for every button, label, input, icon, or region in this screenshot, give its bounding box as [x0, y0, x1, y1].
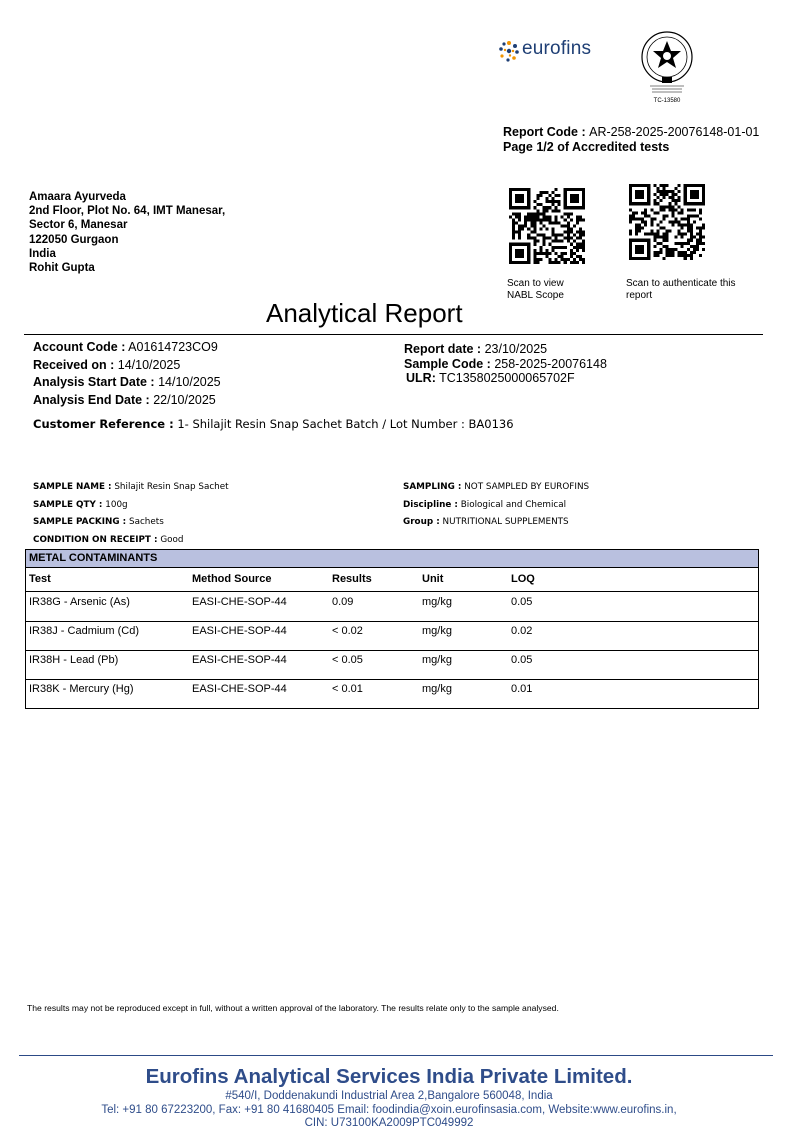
sample-value: Shilajit Resin Snap Sachet [114, 482, 229, 492]
table-cell: 0.05 [511, 596, 533, 608]
sample-row-condition [33, 532, 229, 550]
table-cell: 0.09 [332, 596, 354, 608]
disclaimer-text: The results may not be reproduced except in full, without a written approval of the laboratory. The results relate only to the sample analysed. [27, 1003, 559, 1013]
table-cell: IR38K - Mercury (Hg) [29, 683, 134, 695]
table-cell: mg/kg [422, 625, 452, 637]
customer-reference-value: 1- Shilajit Resin Snap Sachet Batch / Lot Number : BA0136 [177, 417, 514, 431]
info-row-ulr [404, 371, 607, 386]
sample-label: SAMPLING : [403, 482, 462, 492]
info-row-analysis-start [33, 374, 221, 392]
table-cell: IR38G - Arsenic (As) [29, 596, 130, 608]
report-info-right [404, 342, 607, 386]
caption-line: Scan to view [507, 278, 564, 289]
footer-company-name: Eurofins Analytical Services India Private Limited. [145, 1065, 633, 1088]
table-cell: mg/kg [422, 683, 452, 695]
sample-row-name [33, 479, 229, 497]
sample-label: Discipline : [403, 499, 458, 510]
table-cell: < 0.05 [332, 654, 363, 666]
customer-reference [33, 417, 514, 431]
sample-row-packing [33, 514, 229, 532]
caption-line: report [626, 290, 653, 301]
table-cell: IR38J - Cadmium (Cd) [29, 625, 140, 637]
column-header: Test [29, 573, 51, 585]
info-label: Analysis End Date : [33, 392, 150, 407]
sample-row-discipline [403, 497, 589, 515]
sample-value: Sachets [128, 517, 164, 528]
customer-address [29, 190, 225, 275]
table-cell: EASI-CHE-SOP-44 [192, 596, 287, 608]
auth-qr-caption [626, 278, 766, 302]
table-row [26, 650, 758, 680]
seal-label: TC-13580 [653, 98, 681, 104]
sample-value: Biological and Chemical [460, 499, 567, 510]
table-row [26, 679, 758, 708]
sample-value: 100g [105, 499, 128, 510]
footer [0, 1064, 778, 1131]
address-line: Sector 6, Manesar [29, 219, 128, 232]
table-cell: 0.01 [511, 683, 533, 695]
table-cell: 0.02 [511, 625, 533, 637]
address-line: 122050 Gurgaon [29, 233, 119, 246]
sample-details-right [403, 479, 589, 532]
caption-line: NABL Scope [507, 290, 564, 301]
table-row [26, 621, 758, 651]
report-code-value: AR-258-2025-20076148-01-01 [589, 125, 760, 139]
sample-value: NOT SAMPLED BY EUROFINS [464, 482, 590, 492]
address-line: Rohit Gupta [29, 262, 95, 275]
caption-line: Scan to authenticate this [626, 278, 736, 289]
sample-label: SAMPLE NAME : [33, 482, 112, 492]
nabl-seal [638, 30, 696, 110]
sample-value: Good [160, 535, 184, 546]
info-value: 22/10/2025 [153, 392, 216, 407]
info-value: TC1358025000065702F [439, 371, 575, 385]
sample-row-qty [33, 497, 229, 515]
nabl-qr-code-icon[interactable] [509, 188, 585, 264]
sample-label: SAMPLE QTY : [33, 499, 103, 510]
info-label: Sample Code : [404, 356, 491, 371]
logo-wordmark: eurofins [522, 38, 592, 59]
table-cell: EASI-CHE-SOP-44 [192, 683, 287, 695]
table-cell: < 0.01 [332, 683, 363, 695]
footer-divider [19, 1055, 773, 1056]
address-line: 2nd Floor, Plot No. 64, IMT Manesar, [29, 205, 226, 218]
table-header-row [26, 571, 758, 592]
info-label: Report date : [404, 342, 482, 356]
footer-address: #540/I, Doddenakundi Industrial Area 2,Bangalore 560048, India [225, 1090, 553, 1102]
accreditation-seal-icon [638, 30, 696, 96]
info-label: Analysis Start Date : [33, 375, 155, 389]
info-row-sample-code [404, 357, 607, 372]
column-header: Method Source [192, 573, 272, 585]
results-table [25, 549, 759, 709]
sample-details-left [33, 479, 229, 550]
info-value: 258-2025-20076148 [494, 356, 607, 371]
sample-label: Group : [403, 517, 440, 528]
info-label: Account Code : [33, 340, 126, 354]
info-row-analysis-end [33, 392, 221, 410]
page-title: Analytical Report [266, 298, 463, 328]
info-label: ULR: [406, 371, 436, 385]
column-header: Unit [422, 573, 444, 585]
sample-value: NUTRITIONAL SUPPLEMENTS [442, 517, 569, 528]
table-row [26, 592, 758, 622]
info-label: Received on : [33, 357, 115, 372]
info-value: A01614723CO9 [128, 340, 218, 354]
address-line: India [29, 247, 56, 260]
eurofins-logo [498, 38, 608, 62]
table-cell: IR38H - Lead (Pb) [29, 654, 119, 666]
sample-label: SAMPLE PACKING : [33, 517, 127, 528]
report-code-block [503, 125, 759, 155]
table-cell: 0.05 [511, 654, 533, 666]
info-value: 23/10/2025 [484, 342, 548, 356]
address-line: Amaara Ayurveda [29, 191, 126, 203]
info-row-report-date [404, 342, 607, 357]
sample-label: CONDITION ON RECEIPT : [33, 535, 158, 546]
footer-cin: CIN: U73100KA2009PTC049992 [304, 1117, 474, 1129]
customer-reference-label: Customer Reference : [33, 417, 174, 431]
sample-row-group [403, 514, 589, 532]
table-cell: mg/kg [422, 596, 452, 608]
title-divider [24, 334, 763, 335]
sample-row-sampling [403, 479, 589, 497]
info-row-received-on [33, 357, 221, 375]
report-code-label: Report Code : [503, 125, 586, 139]
table-section-title: METAL CONTAMINANTS [26, 550, 758, 568]
column-header: Results [332, 573, 372, 585]
info-row-account-code [33, 339, 221, 357]
column-header: LOQ [511, 573, 535, 585]
table-cell: mg/kg [422, 654, 452, 666]
table-cell: < 0.02 [332, 625, 363, 637]
report-info-left [33, 339, 221, 409]
info-value: 14/10/2025 [117, 357, 181, 372]
nabl-qr-caption [507, 278, 597, 302]
table-cell: EASI-CHE-SOP-44 [192, 625, 287, 637]
page-label: Page 1/2 of Accredited tests [503, 140, 670, 154]
info-value: 14/10/2025 [158, 375, 221, 389]
eurofins-dots-icon [498, 40, 520, 62]
authenticate-qr-code-icon[interactable] [629, 184, 705, 260]
footer-contact: Tel: +91 80 67223200, Fax: +91 80 41680405 Email: foodindia@xoin.eurofinsasia.com, Website:www.eurofins.in, [101, 1103, 677, 1116]
table-cell: EASI-CHE-SOP-44 [192, 654, 287, 666]
